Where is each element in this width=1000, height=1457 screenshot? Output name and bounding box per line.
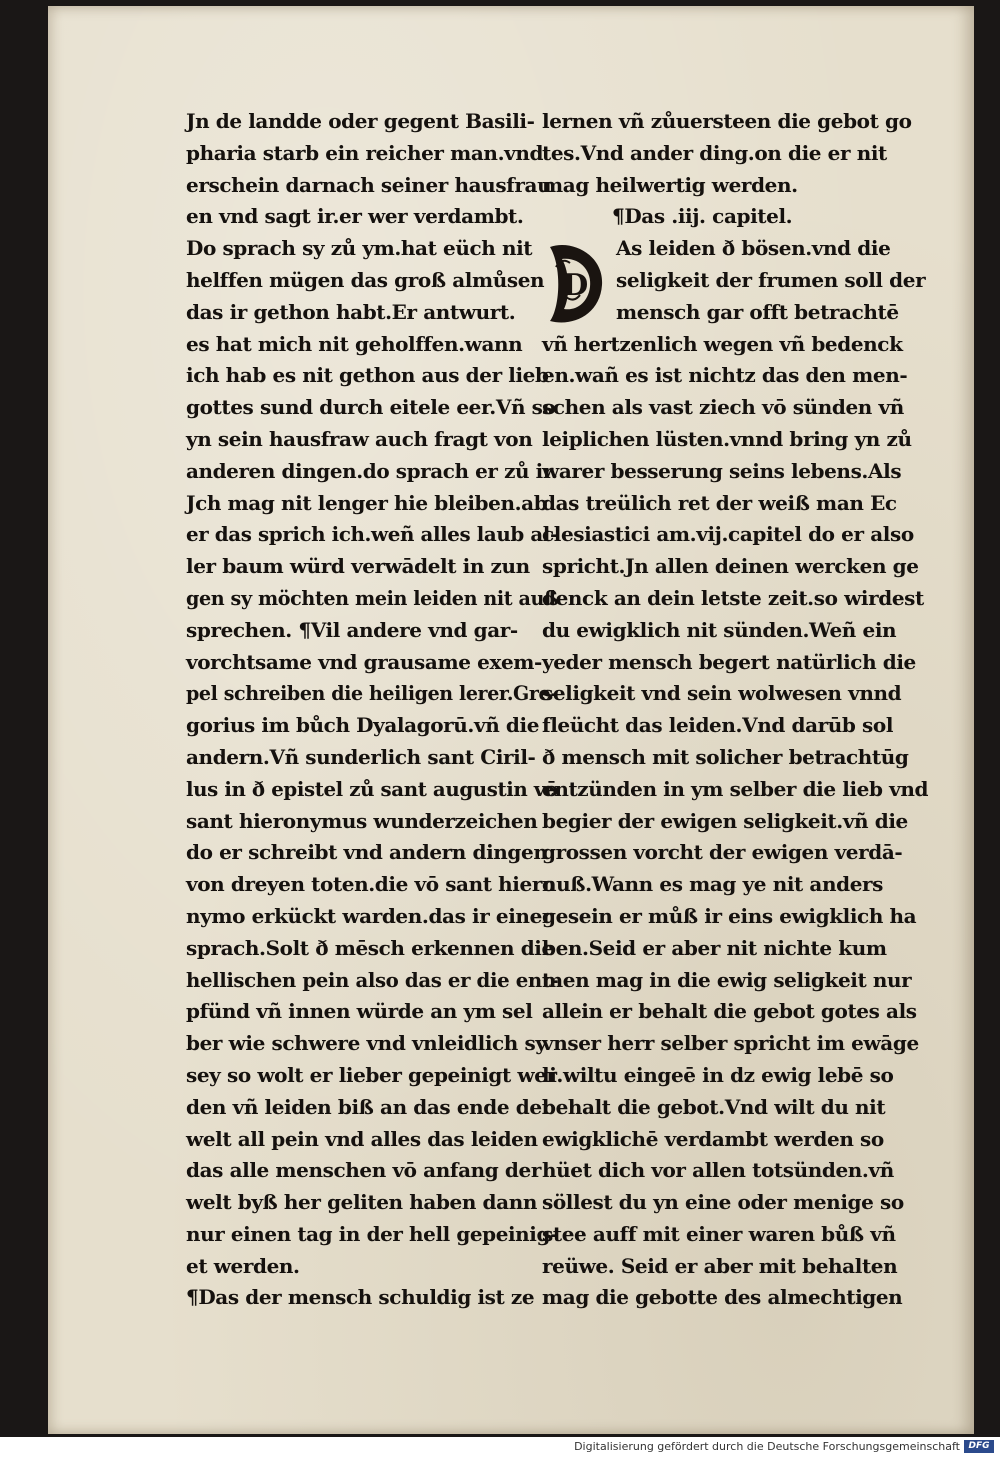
text-line: en.wañ es ist nichtz das den men- [542, 363, 908, 388]
text-line: nur einen tag in der hell gepeinig- [186, 1221, 558, 1246]
text-line: leiplichen lüsten.vnnd bring yn zů [542, 426, 912, 451]
text-line: grossen vorcht der ewigen verdā- [542, 840, 903, 865]
text-line: tes.Vnd ander ding.on die er nit [542, 140, 887, 165]
text-line: hüet dich vor allen totsünden.vñ [542, 1158, 894, 1183]
text-line: von dreyen toten.die vō sant hiero [186, 872, 555, 897]
text-line: sant hieronymus wunderzeichen [186, 808, 538, 833]
text-line: nuß.Wann es mag ye nit anders [542, 872, 884, 897]
text-line: es hat mich nit geholffen.wann [186, 331, 523, 356]
text-line: welt byß her geliten haben dann [186, 1190, 537, 1215]
text-line: behalt die gebot.Vnd wilt du nit [542, 1094, 886, 1119]
text-line: en vnd sagt ir.er wer verdambt. [186, 204, 524, 229]
text-line: lus in ð epistel zů sant augustin vō [186, 776, 558, 801]
text-line: er das sprich ich.weñ alles laub al- [186, 522, 558, 547]
text-line: men mag in die ewig seligkeit nur [542, 967, 912, 992]
text-line: das ir gethon habt.Er antwurt. [186, 299, 516, 324]
text-line: erschein darnach seiner hausfrau [186, 172, 552, 197]
text-line: sprach.Solt ð mēsch erkennen die [186, 935, 554, 960]
text-line: pharia starb ein reicher man.vnd [186, 140, 544, 165]
decorated-initial-block [542, 233, 932, 328]
text-line: das treülich ret der weiß man Ec [542, 490, 897, 515]
text-line: sey so wolt er lieber gepeinigt wer [186, 1062, 557, 1087]
text-line: yn sein hausfraw auch fragt von [186, 426, 533, 451]
text-line: nymo erkückt warden.das ir einer [186, 903, 553, 928]
text-line: mensch gar offt betrachtē [616, 299, 899, 324]
decorated-initial-d [542, 237, 608, 329]
right-text-column [542, 106, 932, 1314]
text-line: gottes sund durch eitele eer.Vñ so [186, 395, 556, 420]
text-line: das alle menschen vō anfang der [186, 1158, 541, 1183]
text-line: sprechen. ¶Vil andere vnd gar- [186, 617, 518, 642]
text-line: warer besserung seins lebens.Als [542, 458, 902, 483]
text-line: ber wie schwere vnd vnleidlich sy [186, 1031, 547, 1056]
text-line: gorius im bůch Dyalagorū.vñ die [186, 713, 540, 738]
book-page [48, 6, 974, 1434]
text-line: gesein er můß ir eins ewigklich ha [542, 903, 917, 928]
text-line: seligkeit vnd sein wolwesen vnnd [542, 681, 902, 706]
text-line: fleücht das leiden.Vnd darūb sol [542, 713, 894, 738]
text-line: Do sprach sy zů ym.hat eüch nit [186, 236, 533, 261]
text-line: seligkeit der frumen soll der [616, 267, 926, 292]
initial-letter: D [562, 268, 588, 304]
left-text-column [186, 106, 558, 1314]
text-line: ¶Das der mensch schuldig ist ze [186, 1285, 535, 1310]
text-line: Jch mag nit lenger hie bleiben.ab [186, 490, 548, 515]
text-line: clesiastici am.vij.capitel do er also [542, 522, 914, 547]
right-column-body [542, 329, 932, 1315]
text-line: andern.Vñ sunderlich sant Ciril- [186, 744, 536, 769]
text-line: mag die gebotte des almechtigen [542, 1285, 903, 1310]
text-line: As leiden ð bösen.vnd die [616, 236, 891, 261]
text-line: helffen mügen das groß almůsen [186, 267, 545, 292]
text-line: ð mensch mit solicher betrachtūg [542, 744, 909, 769]
text-line: reüwe. Seid er aber mit behalten [542, 1253, 898, 1278]
text-line: entzünden in ym selber die lieb vnd [542, 776, 929, 801]
text-line: ich hab es nit gethon aus der lieb [186, 363, 549, 388]
text-line: ler baum würd verwādelt in zun [186, 554, 530, 579]
text-line: allein er behalt die gebot gotes als [542, 999, 917, 1024]
text-line: stee auff mit einer waren bůß vñ [542, 1221, 896, 1246]
right-column-opening-lines [542, 106, 932, 201]
text-line: gen sy möchten mein leiden nit auß [186, 585, 559, 610]
text-line: vñ hertzenlich wegen vñ bedenck [542, 331, 903, 356]
text-line: do er schreibt vnd andern dingen [186, 840, 548, 865]
text-line: denck an dein letste zeit.so wirdest [542, 585, 924, 610]
text-line: ben.Seid er aber nit nichte kum [542, 935, 887, 960]
dfg-logo: DFG [964, 1440, 994, 1453]
text-line: schen als vast ziech vō sünden vñ [542, 395, 904, 420]
text-line: et werden. [186, 1253, 300, 1278]
text-line: lernen vñ zůuersteen die gebot go [542, 109, 912, 133]
text-line: du ewigklich nit sünden.Weñ ein [542, 617, 897, 642]
text-line: li.wiltu eingeē in dz ewig lebē so [542, 1062, 894, 1087]
chapter-heading: ¶Das .iij. capitel. [612, 204, 793, 229]
text-line: den vñ leiden biß an das ende der [186, 1094, 552, 1119]
text-line: begier der ewigen seligkeit.vñ die [542, 808, 908, 833]
text-line: pfünd vñ innen würde an ym sel [186, 999, 533, 1024]
text-line: mag heilwertig werden. [542, 172, 798, 197]
text-line: spricht.Jn allen deinen wercken ge [542, 554, 919, 579]
text-line: vorchtsame vnd grausame exem- [186, 649, 542, 674]
text-line: söllest du yn eine oder menige so [542, 1190, 904, 1215]
text-line: anderen dingen.do sprach er zů ir. [186, 458, 558, 483]
text-line: pel schreiben die heiligen lerer.Gre- [186, 681, 558, 706]
digitization-footer [0, 1437, 1000, 1457]
text-line: Jn de landde oder gegent Basili- [186, 109, 535, 133]
text-line: welt all pein vnd alles das leiden [186, 1126, 538, 1151]
text-line: yeder mensch begert natürlich die [542, 649, 916, 674]
text-line: hellischen pein also das er die ent- [186, 967, 559, 992]
text-line: ewigklichē verdambt werden so [542, 1126, 884, 1151]
text-line: vnser herr selber spricht im ewāge [542, 1031, 919, 1056]
funding-credit: Digitalisierung gefördert durch die Deutsche Forschungsgemeinschaft [574, 1440, 960, 1453]
